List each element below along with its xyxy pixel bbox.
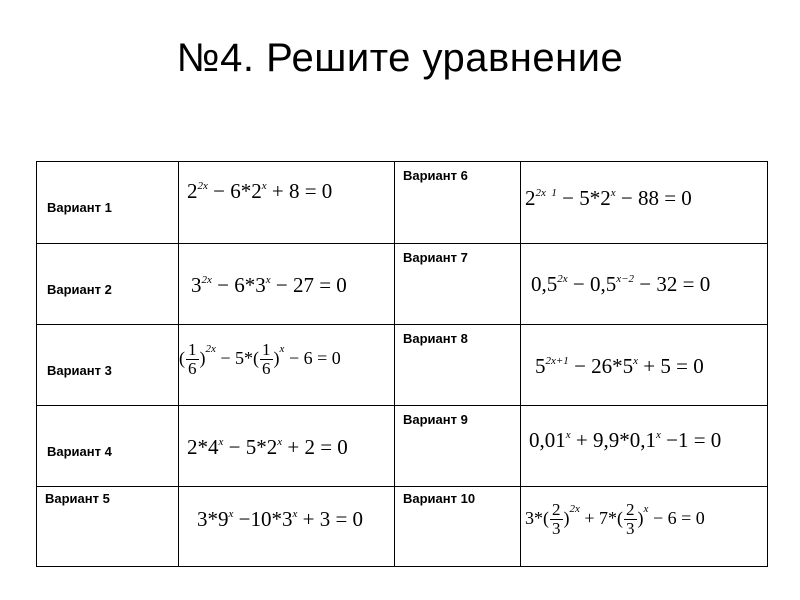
variants-table <box>36 161 768 567</box>
variant-5-label: Вариант 5 <box>45 491 110 506</box>
variant-label-cell <box>395 406 521 487</box>
variant-label-cell <box>395 487 521 567</box>
variant-label-cell <box>37 487 179 567</box>
variant-1-equation: $2^{2x} - 6*2^x + 8 = 0$ <box>187 179 333 203</box>
equation-cell <box>179 406 395 487</box>
table-row <box>37 406 768 487</box>
equation-cell <box>179 325 395 406</box>
equation-cell <box>179 162 395 244</box>
variant-label-cell <box>395 325 521 406</box>
equation-cell <box>521 487 768 567</box>
page-title: №4. Решите уравнение <box>176 36 624 80</box>
variant-9-equation: $0,01^x + 9,9*0,1^x -1 = 0$ <box>529 428 722 452</box>
table-row <box>37 162 768 244</box>
variant-label-cell <box>37 244 179 325</box>
equation-cell <box>521 244 768 325</box>
variant-label-cell <box>37 406 179 487</box>
variant-label-cell <box>395 162 521 244</box>
variant-10-equation: 3*( $\frac{2}{3}$ )$^{2x}$ + 7*( $\frac{2}{3}$ )$^x$ − 6 = 0 <box>525 500 705 539</box>
variant-label-cell <box>37 325 179 406</box>
variant-4-equation: $2*4^x - 5*2^x + 2 = 0$ <box>187 435 348 459</box>
equation-cell <box>521 325 768 406</box>
equation-cell <box>179 244 395 325</box>
variant-7-equation: $0,5^{2x} - 0,5^{x-2} - 32 = 0$ <box>531 272 711 296</box>
variant-9-label: Вариант 9 <box>403 412 468 427</box>
variant-label-cell <box>395 244 521 325</box>
equation-cell <box>521 162 768 244</box>
equation-cell <box>179 487 395 567</box>
table-row <box>37 244 768 325</box>
variant-4-label: Вариант 4 <box>47 444 112 459</box>
variant-8-label: Вариант 8 <box>403 331 468 346</box>
table-row <box>37 487 768 567</box>
variant-label-cell <box>37 162 179 244</box>
variant-2-equation: $3^{2x} - 6*3^x - 27 = 0$ <box>191 273 347 297</box>
variant-1-label: Вариант 1 <box>47 200 112 215</box>
variant-7-label: Вариант 7 <box>403 250 468 265</box>
variant-2-label: Вариант 2 <box>47 282 112 297</box>
variant-5-equation: $3*9^x -10*3^x + 3 = 0$ <box>197 507 364 531</box>
variant-6-label: Вариант 6 <box>403 168 468 183</box>
table-row <box>37 325 768 406</box>
variant-10-label: Вариант 10 <box>403 491 476 506</box>
variant-3-label: Вариант 3 <box>47 363 112 378</box>
variant-6-equation: $2^{2x 1} - 5*2^x - 88 = 0$ <box>525 186 692 210</box>
variant-3-equation: ( $\frac{1}{6}$ )$^{2x}$ − 5*( $\frac{1}{6}$ )$^x$ − 6 = 0 <box>179 340 341 379</box>
variant-8-equation: $5^{2x+1} - 26*5^x + 5 = 0$ <box>535 354 704 378</box>
equation-cell <box>521 406 768 487</box>
